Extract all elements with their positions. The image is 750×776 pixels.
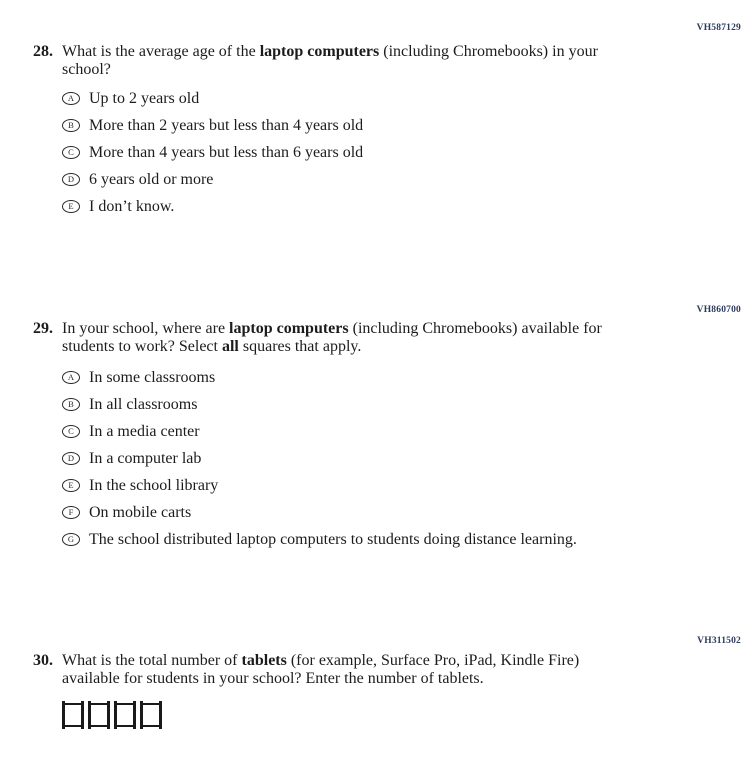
tablet-count-digit-box-3[interactable] xyxy=(114,701,136,729)
option-row-b[interactable] xyxy=(62,117,363,134)
option-row-a[interactable] xyxy=(62,90,363,107)
question-30 xyxy=(33,652,629,687)
question-29-text-bold: all xyxy=(221,337,239,355)
option-label: More than 4 years but less than 6 years old xyxy=(89,143,364,161)
option-label: I don’t know. xyxy=(89,197,175,215)
question-29-number: 29. xyxy=(33,320,53,337)
option-row-d[interactable] xyxy=(62,171,363,188)
question-29-text-part: In your school, where are xyxy=(62,320,230,337)
option-row-b[interactable] xyxy=(62,396,577,413)
option-label: In a media center xyxy=(89,422,200,440)
option-bubble-icon[interactable]: A xyxy=(62,92,80,105)
question-29-text xyxy=(62,320,629,355)
option-label: In a computer lab xyxy=(89,449,202,467)
question-28 xyxy=(33,43,629,78)
option-row-e[interactable] xyxy=(62,198,363,215)
option-row-g[interactable] xyxy=(62,531,577,548)
option-bubble-icon[interactable]: D xyxy=(62,173,80,186)
option-bubble-icon[interactable]: F xyxy=(62,506,80,519)
tablet-count-digit-box-1[interactable] xyxy=(62,701,84,729)
option-label: In some classrooms xyxy=(89,368,216,386)
option-row-c[interactable] xyxy=(62,144,363,161)
digit-box-frame xyxy=(62,703,84,727)
question-28-text-part: (including Chromebooks) in your school? xyxy=(62,43,598,78)
option-label: In the school library xyxy=(89,476,219,494)
digit-box-frame xyxy=(88,703,110,727)
option-row-c[interactable] xyxy=(62,423,577,440)
question-28-options xyxy=(62,90,363,215)
option-bubble-icon[interactable]: B xyxy=(62,398,80,411)
digit-box-frame xyxy=(140,703,162,727)
option-label: On mobile carts xyxy=(89,503,192,521)
question-28-number: 28. xyxy=(33,43,53,60)
option-label: More than 2 years but less than 4 years old xyxy=(89,116,364,134)
accession-code-q30: VH311502 xyxy=(697,636,741,646)
question-30-number: 30. xyxy=(33,652,53,669)
option-bubble-icon[interactable]: D xyxy=(62,452,80,465)
tablet-count-digit-box-4[interactable] xyxy=(140,701,162,729)
option-bubble-icon[interactable]: C xyxy=(62,425,80,438)
question-30-text-bold: tablets xyxy=(241,652,287,669)
tablet-count-entry xyxy=(62,701,162,729)
question-28-text xyxy=(62,43,629,78)
digit-box-frame xyxy=(114,703,136,727)
option-bubble-icon[interactable]: G xyxy=(62,533,80,546)
option-row-e[interactable] xyxy=(62,477,577,494)
option-label: 6 years old or more xyxy=(89,170,214,188)
option-label: The school distributed laptop computers to students doing distance learning. xyxy=(89,530,577,548)
question-29-options xyxy=(62,369,577,548)
accession-code-q28: VH587129 xyxy=(696,23,741,33)
option-bubble-icon[interactable]: E xyxy=(62,200,80,213)
question-29-text-part: (including Chromebooks) available for students to work? Select xyxy=(62,320,602,355)
option-bubble-icon[interactable]: B xyxy=(62,119,80,132)
question-29-text-bold: laptop computers xyxy=(229,320,349,337)
option-bubble-icon[interactable]: E xyxy=(62,479,80,492)
question-28-text-part: What is the average age of the xyxy=(62,43,260,60)
option-bubble-icon[interactable]: C xyxy=(62,146,80,159)
option-bubble-icon[interactable]: A xyxy=(62,371,80,384)
question-30-text xyxy=(62,652,629,687)
question-30-text-part: (for example, Surface Pro, iPad, Kindle Fire) available for students in your school? Enter the number of tablets. xyxy=(62,652,580,687)
option-row-f[interactable] xyxy=(62,504,577,521)
question-29-text-part: squares that apply. xyxy=(238,337,362,355)
option-row-a[interactable] xyxy=(62,369,577,386)
option-row-d[interactable] xyxy=(62,450,577,467)
option-label: Up to 2 years old xyxy=(89,89,200,107)
question-28-text-bold: laptop computers xyxy=(259,43,380,60)
tablet-count-digit-box-2[interactable] xyxy=(88,701,110,729)
option-label: In all classrooms xyxy=(89,395,198,413)
question-30-text-part: What is the total number of xyxy=(62,652,242,669)
accession-code-q29: VH860700 xyxy=(696,305,741,315)
question-29 xyxy=(33,320,629,355)
